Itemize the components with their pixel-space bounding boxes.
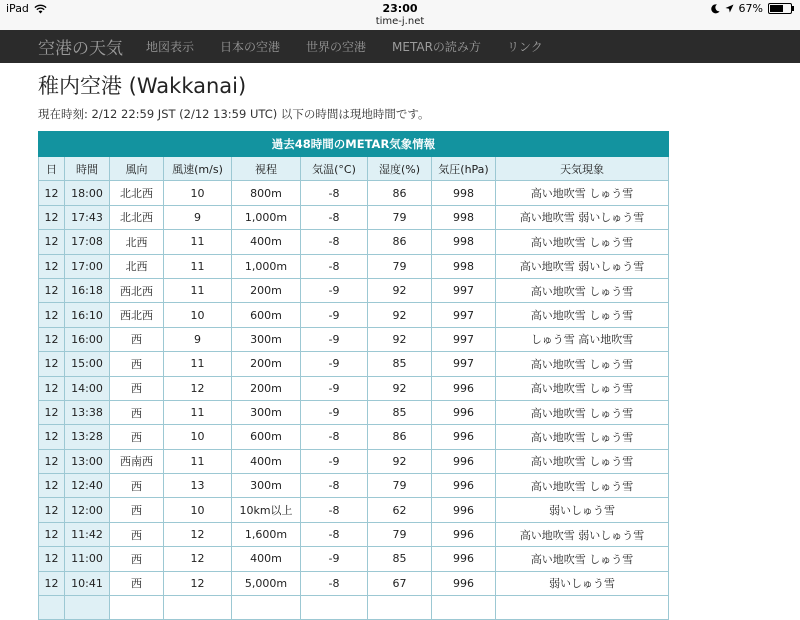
column-header: 視程 xyxy=(232,157,301,181)
cell-visibility: 800m xyxy=(232,181,301,205)
table-row xyxy=(39,596,669,620)
cell-humidity: 86 xyxy=(368,230,432,254)
cell-weather: 高い地吹雪 しゅう雪 xyxy=(496,376,669,400)
cell-humidity: 92 xyxy=(368,303,432,327)
table-row xyxy=(39,498,669,522)
cell-pressure: 996 xyxy=(432,571,496,595)
table-row xyxy=(39,278,669,302)
column-header: 天気現象 xyxy=(496,157,669,181)
moon-icon xyxy=(711,4,720,14)
cell-time: 17:08 xyxy=(65,230,110,254)
cell-day: 12 xyxy=(39,181,65,205)
cell-time: 12:00 xyxy=(65,498,110,522)
cell-day: 12 xyxy=(39,498,65,522)
cell-wind-speed: 12 xyxy=(164,522,232,546)
table-row xyxy=(39,205,669,229)
cell-pressure: 996 xyxy=(432,474,496,498)
table-row xyxy=(39,571,669,595)
cell-day: 12 xyxy=(39,230,65,254)
table-body xyxy=(39,181,669,620)
table-caption: 過去48時間のMETAR気象情報 xyxy=(39,132,669,157)
cell-day: 12 xyxy=(39,547,65,571)
cell-visibility: 400m xyxy=(232,449,301,473)
table-row xyxy=(39,449,669,473)
cell-weather: 高い地吹雪 弱いしゅう雪 xyxy=(496,522,669,546)
cell-weather: 高い地吹雪 しゅう雪 xyxy=(496,400,669,424)
cell-weather: 高い地吹雪 しゅう雪 xyxy=(496,181,669,205)
cell-weather: 高い地吹雪 しゅう雪 xyxy=(496,449,669,473)
cell-humidity: 85 xyxy=(368,352,432,376)
cell-time: 16:00 xyxy=(65,327,110,351)
cell-visibility: 5,000m xyxy=(232,571,301,595)
cell-temperature: -9 xyxy=(301,327,368,351)
cell-temperature: -8 xyxy=(301,205,368,229)
cell-visibility: 400m xyxy=(232,230,301,254)
cell-visibility: 300m xyxy=(232,474,301,498)
cell-pressure: 998 xyxy=(432,205,496,229)
cell-day: 12 xyxy=(39,254,65,278)
cell-wind-direction xyxy=(110,596,164,620)
nav-link-metar-guide[interactable]: METARの読み方 xyxy=(392,40,481,54)
cell-humidity: 92 xyxy=(368,376,432,400)
cell-weather: 高い地吹雪 しゅう雪 xyxy=(496,352,669,376)
cell-time: 17:00 xyxy=(65,254,110,278)
cell-time: 11:00 xyxy=(65,547,110,571)
cell-wind-speed: 11 xyxy=(164,449,232,473)
cell-wind-direction: 西 xyxy=(110,571,164,595)
table-row xyxy=(39,303,669,327)
cell-humidity: 79 xyxy=(368,205,432,229)
cell-temperature: -8 xyxy=(301,425,368,449)
table-row xyxy=(39,254,669,278)
cell-humidity: 62 xyxy=(368,498,432,522)
cell-pressure: 998 xyxy=(432,181,496,205)
column-header: 湿度(%) xyxy=(368,157,432,181)
cell-wind-direction: 北西 xyxy=(110,230,164,254)
cell-humidity: 79 xyxy=(368,522,432,546)
location-arrow-icon xyxy=(725,4,734,13)
cell-pressure: 997 xyxy=(432,352,496,376)
column-header: 風向 xyxy=(110,157,164,181)
cell-visibility: 10km以上 xyxy=(232,498,301,522)
cell-wind-direction: 西 xyxy=(110,547,164,571)
cell-wind-speed: 9 xyxy=(164,205,232,229)
cell-temperature: -8 xyxy=(301,571,368,595)
cell-weather: 高い地吹雪 しゅう雪 xyxy=(496,230,669,254)
cell-day: 12 xyxy=(39,400,65,424)
cell-visibility: 200m xyxy=(232,352,301,376)
battery-percent: 67% xyxy=(738,2,763,15)
cell-wind-direction: 西 xyxy=(110,425,164,449)
cell-day: 12 xyxy=(39,303,65,327)
cell-wind-direction: 西北西 xyxy=(110,303,164,327)
cell-time: 18:00 xyxy=(65,181,110,205)
cell-weather xyxy=(496,596,669,620)
cell-wind-direction: 西 xyxy=(110,498,164,522)
cell-pressure: 998 xyxy=(432,230,496,254)
cell-wind-speed: 12 xyxy=(164,571,232,595)
cell-weather: 高い地吹雪 しゅう雪 xyxy=(496,278,669,302)
cell-visibility: 300m xyxy=(232,327,301,351)
table-row xyxy=(39,547,669,571)
nav-link-japan-airports[interactable]: 日本の空港 xyxy=(220,40,281,54)
cell-visibility: 1,000m xyxy=(232,254,301,278)
cell-time: 10:41 xyxy=(65,571,110,595)
cell-temperature: -8 xyxy=(301,254,368,278)
table-row xyxy=(39,352,669,376)
column-header: 日 xyxy=(39,157,65,181)
cell-pressure: 998 xyxy=(432,254,496,278)
cell-time xyxy=(65,596,110,620)
cell-day: 12 xyxy=(39,327,65,351)
site-brand-link[interactable]: 空港の天気 xyxy=(38,39,123,59)
cell-wind-speed xyxy=(164,596,232,620)
cell-humidity: 86 xyxy=(368,181,432,205)
cell-weather: 高い地吹雪 しゅう雪 xyxy=(496,474,669,498)
cell-wind-direction: 西 xyxy=(110,400,164,424)
cell-wind-speed: 12 xyxy=(164,547,232,571)
cell-visibility xyxy=(232,596,301,620)
cell-visibility: 300m xyxy=(232,400,301,424)
cell-wind-speed: 10 xyxy=(164,498,232,522)
cell-pressure: 997 xyxy=(432,303,496,327)
cell-humidity: 85 xyxy=(368,547,432,571)
page-title: 稚内空港 (Wakkanai) xyxy=(38,74,247,98)
cell-wind-direction: 西 xyxy=(110,376,164,400)
cell-day: 12 xyxy=(39,522,65,546)
nav-link-links[interactable]: リンク xyxy=(506,40,543,54)
cell-time: 13:28 xyxy=(65,425,110,449)
cell-wind-speed: 10 xyxy=(164,181,232,205)
cell-weather: 高い地吹雪 しゅう雪 xyxy=(496,303,669,327)
cell-weather: しゅう雪 高い地吹雪 xyxy=(496,327,669,351)
cell-humidity: 79 xyxy=(368,474,432,498)
table-row xyxy=(39,181,669,205)
cell-temperature: -8 xyxy=(301,230,368,254)
cell-temperature: -8 xyxy=(301,498,368,522)
cell-day: 12 xyxy=(39,352,65,376)
site-navbar xyxy=(0,30,800,63)
cell-visibility: 1,600m xyxy=(232,522,301,546)
cell-temperature: -9 xyxy=(301,352,368,376)
cell-wind-direction: 西南西 xyxy=(110,449,164,473)
cell-time: 16:18 xyxy=(65,278,110,302)
cell-wind-direction: 西 xyxy=(110,352,164,376)
cell-wind-direction: 西 xyxy=(110,327,164,351)
cell-visibility: 200m xyxy=(232,376,301,400)
cell-temperature: -9 xyxy=(301,303,368,327)
cell-weather: 高い地吹雪 弱いしゅう雪 xyxy=(496,205,669,229)
cell-wind-speed: 13 xyxy=(164,474,232,498)
cell-temperature: -8 xyxy=(301,522,368,546)
table-row xyxy=(39,376,669,400)
nav-link-world-airports[interactable]: 世界の空港 xyxy=(306,40,367,54)
cell-temperature: -9 xyxy=(301,547,368,571)
cell-weather: 高い地吹雪 弱いしゅう雪 xyxy=(496,254,669,278)
cell-time: 11:42 xyxy=(65,522,110,546)
cell-day: 12 xyxy=(39,425,65,449)
table-row xyxy=(39,400,669,424)
cell-pressure: 997 xyxy=(432,327,496,351)
status-right xyxy=(711,2,792,15)
cell-wind-speed: 11 xyxy=(164,254,232,278)
cell-temperature: -9 xyxy=(301,376,368,400)
cell-time: 13:00 xyxy=(65,449,110,473)
cell-humidity: 86 xyxy=(368,425,432,449)
cell-day: 12 xyxy=(39,278,65,302)
cell-day: 12 xyxy=(39,474,65,498)
cell-wind-speed: 11 xyxy=(164,230,232,254)
table-row xyxy=(39,522,669,546)
cell-visibility: 600m xyxy=(232,425,301,449)
cell-time: 15:00 xyxy=(65,352,110,376)
cell-time: 17:43 xyxy=(65,205,110,229)
cell-wind-speed: 12 xyxy=(164,376,232,400)
cell-temperature: -8 xyxy=(301,181,368,205)
table-row xyxy=(39,425,669,449)
cell-wind-direction: 北北西 xyxy=(110,181,164,205)
cell-temperature: -8 xyxy=(301,474,368,498)
cell-time: 16:10 xyxy=(65,303,110,327)
cell-wind-direction: 西北西 xyxy=(110,278,164,302)
cell-temperature: -9 xyxy=(301,449,368,473)
cell-wind-speed: 11 xyxy=(164,400,232,424)
column-header: 風速(m/s) xyxy=(164,157,232,181)
battery-icon xyxy=(768,3,792,14)
cell-wind-speed: 10 xyxy=(164,425,232,449)
cell-visibility: 200m xyxy=(232,278,301,302)
device-label: iPad xyxy=(6,2,29,15)
cell-humidity: 92 xyxy=(368,327,432,351)
nav-link-map[interactable]: 地図表示 xyxy=(146,40,195,54)
status-bar xyxy=(0,0,800,30)
cell-pressure: 996 xyxy=(432,425,496,449)
cell-wind-direction: 西 xyxy=(110,522,164,546)
cell-pressure: 996 xyxy=(432,498,496,522)
table-row xyxy=(39,474,669,498)
column-header: 気圧(hPa) xyxy=(432,157,496,181)
clock: 23:00 xyxy=(382,2,418,15)
cell-visibility: 1,000m xyxy=(232,205,301,229)
cell-humidity: 79 xyxy=(368,254,432,278)
cell-humidity: 92 xyxy=(368,278,432,302)
cell-pressure: 996 xyxy=(432,547,496,571)
cell-pressure: 996 xyxy=(432,522,496,546)
table-row xyxy=(39,230,669,254)
current-time-text: 現在時刻: 2/12 22:59 JST (2/12 13:59 UTC) 以下の時間は現地時間です。 xyxy=(38,107,430,121)
cell-humidity: 67 xyxy=(368,571,432,595)
nav-links xyxy=(146,38,569,55)
column-header: 時間 xyxy=(65,157,110,181)
cell-temperature: -9 xyxy=(301,278,368,302)
cell-wind-speed: 9 xyxy=(164,327,232,351)
cell-day: 12 xyxy=(39,205,65,229)
metar-table xyxy=(38,131,669,620)
cell-visibility: 600m xyxy=(232,303,301,327)
cell-day: 12 xyxy=(39,449,65,473)
cell-time: 13:38 xyxy=(65,400,110,424)
cell-wind-direction: 北西 xyxy=(110,254,164,278)
cell-visibility: 400m xyxy=(232,547,301,571)
cell-pressure: 996 xyxy=(432,400,496,424)
cell-day: 12 xyxy=(39,571,65,595)
cell-day xyxy=(39,596,65,620)
cell-pressure xyxy=(432,596,496,620)
cell-humidity: 85 xyxy=(368,400,432,424)
url-display[interactable]: time-j.net xyxy=(375,16,425,27)
cell-weather: 弱いしゅう雪 xyxy=(496,571,669,595)
cell-wind-speed: 11 xyxy=(164,278,232,302)
cell-wind-speed: 10 xyxy=(164,303,232,327)
cell-humidity xyxy=(368,596,432,620)
cell-humidity: 92 xyxy=(368,449,432,473)
cell-pressure: 997 xyxy=(432,278,496,302)
cell-temperature: -9 xyxy=(301,400,368,424)
cell-weather: 高い地吹雪 しゅう雪 xyxy=(496,425,669,449)
column-header: 気温(°C) xyxy=(301,157,368,181)
cell-time: 12:40 xyxy=(65,474,110,498)
cell-weather: 弱いしゅう雪 xyxy=(496,498,669,522)
cell-wind-direction: 北北西 xyxy=(110,205,164,229)
cell-day: 12 xyxy=(39,376,65,400)
cell-time: 14:00 xyxy=(65,376,110,400)
cell-temperature xyxy=(301,596,368,620)
cell-pressure: 996 xyxy=(432,449,496,473)
table-header-row xyxy=(39,157,669,181)
table-row xyxy=(39,327,669,351)
cell-wind-speed: 11 xyxy=(164,352,232,376)
cell-wind-direction: 西 xyxy=(110,474,164,498)
cell-pressure: 996 xyxy=(432,376,496,400)
cell-weather: 高い地吹雪 しゅう雪 xyxy=(496,547,669,571)
